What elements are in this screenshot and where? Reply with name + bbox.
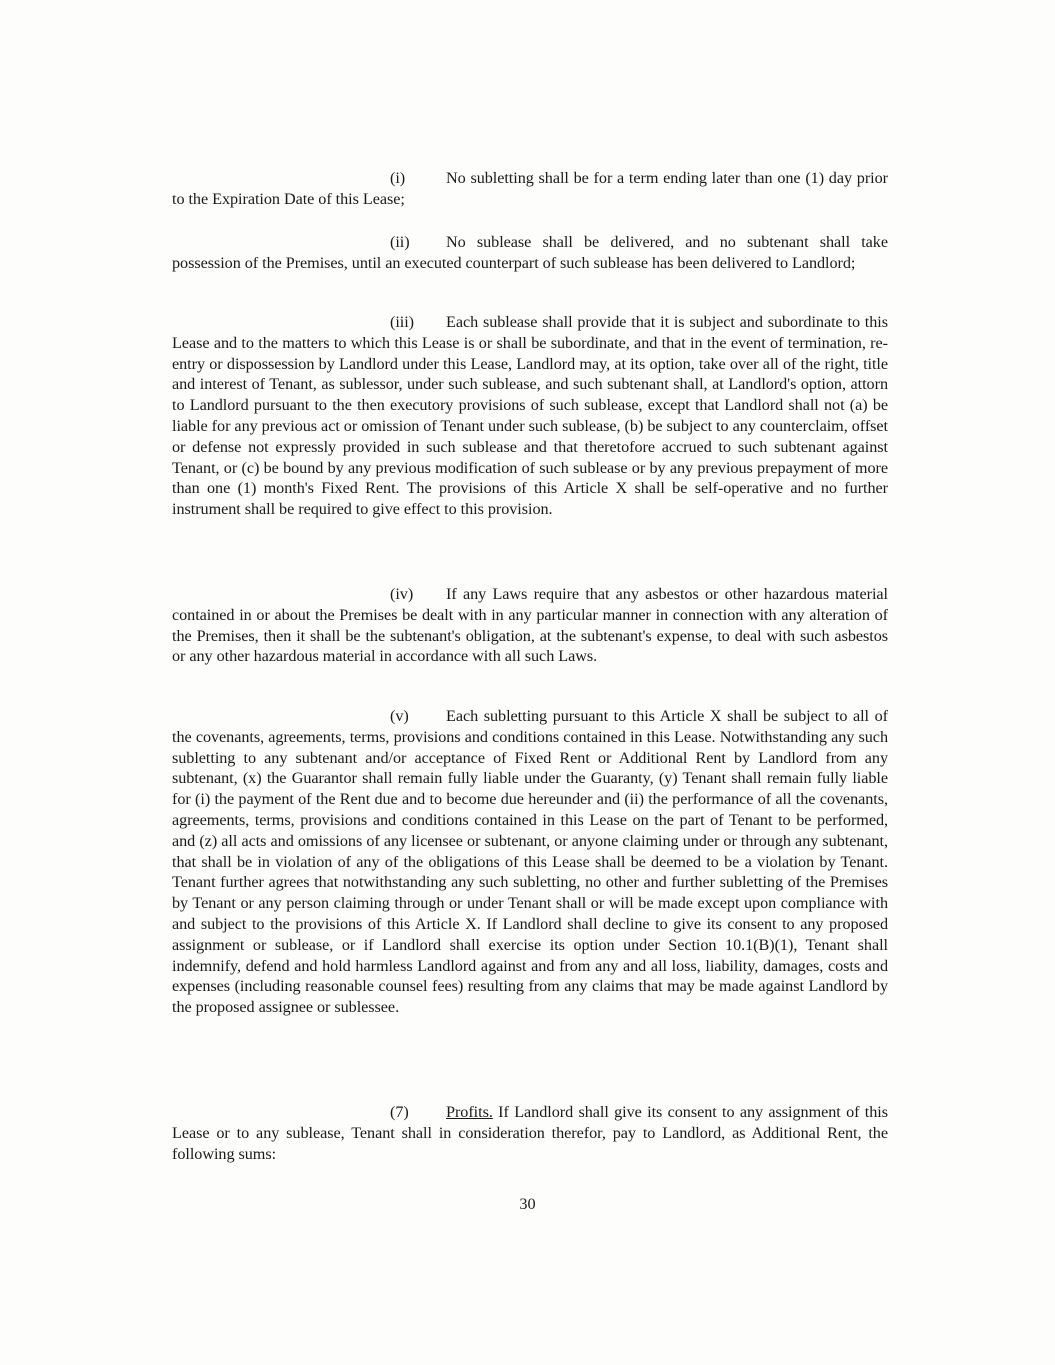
clause-ii bbox=[172, 232, 888, 274]
clause-text: Each sublease shall provide that it is subject and subordinate to this Lease and to the matters to which this Lease is or shall be subordinate, and that in the event of termination, re-entry or dispossession by Landlord under this Lease, Landlord may, at its option, take over all of the right, title and interest of Tenant, as sublessor, under such sublease, and such subtenant shall, at Landlord's option, attorn to Landlord pursuant to the then executory provisions of such sublease, except that Landlord shall not (a) be liable for any previous act or omission of Tenant under such sublease, (b) be subject to any counterclaim, offset or defense not expressly provided in such sublease and that theretofore accrued to such subtenant against Tenant, or (c) be bound by any previous modification of such sublease or by any previous prepayment of more than one (1) month's Fixed Rent. The provisions of this Article X shall be self-operative and no further instrument shall be required to give effect to this provision. bbox=[172, 313, 888, 519]
clause-text: Each subletting pursuant to this Article X shall be subject to all of the covenants, agreements, terms, provisions and conditions contained in this Lease. Notwithstanding any such subletting to any subtenant and/or acceptance of Fixed Rent or Additional Rent by Landlord from any subtenant, (x) the Guarantor shall remain fully liable under the Guaranty, (y) Tenant shall remain fully liable for (i) the payment of the Rent due and to become due hereunder and (ii) the performance of all the covenants, agreements, terms, provisions and conditions contained in this Lease on the part of Tenant to be performed, and (z) all acts and omissions of any licensee or subtenant, or anyone claiming under or through any subtenant, that shall be in violation of any of the obligations of this Lease shall be deemed to be a violation by Tenant. Tenant further agrees that notwithstanding any such subletting, no other and further subletting of the Premises by Tenant or any person claiming through or under Tenant shall or will be made except upon compliance with and subject to the provisions of this Article X. If Landlord shall decline to give its consent to any proposed assignment or sublease, or if Landlord shall exercise its option under Section 10.1(B)(1), Tenant shall indemnify, defend and hold harmless Landlord against and from any and all loss, liability, damages, costs and expenses (including reasonable counsel fees) resulting from any claims that may be made against Landlord by the proposed assignee or sublessee. bbox=[172, 707, 888, 1017]
clause-heading: Profits. bbox=[446, 1103, 493, 1121]
clause-v bbox=[172, 706, 888, 1018]
clause-number: (iv) bbox=[390, 585, 414, 603]
clause-text: No sublease shall be delivered, and no subtenant shall take possession of the Premises, until an executed counterpart of such sublease has been delivered to Landlord; bbox=[172, 233, 888, 272]
clause-text: If Landlord shall give its consent to any assignment of this Lease or to any sublease, Tenant shall in consideration therefor, pay to Landlord, as Additional Rent, the following sums: bbox=[172, 1103, 888, 1163]
clause-text: No subletting shall be for a term ending later than one (1) day prior to the Expiration Date of this Lease; bbox=[172, 169, 888, 208]
clause-number: (i) bbox=[390, 169, 406, 187]
page-number: 30 bbox=[519, 1195, 536, 1213]
clause-number: (v) bbox=[390, 707, 409, 725]
clause-number: (7) bbox=[390, 1103, 409, 1121]
clause-text: If any Laws require that any asbestos or other hazardous material contained in or about the Premises be dealt with in any particular manner in connection with any alteration of the Premises, then it shall be the subtenant's obligation, at the subtenant's expense, to deal with such asbestos or any other hazardous material in accordance with all such Laws. bbox=[172, 585, 888, 666]
clause-iv bbox=[172, 584, 888, 667]
clause-number: (ii) bbox=[390, 233, 410, 251]
clause-7-profits bbox=[172, 1102, 888, 1164]
clause-i bbox=[172, 168, 888, 210]
clause-number: (iii) bbox=[390, 313, 415, 331]
clause-iii bbox=[172, 312, 888, 520]
